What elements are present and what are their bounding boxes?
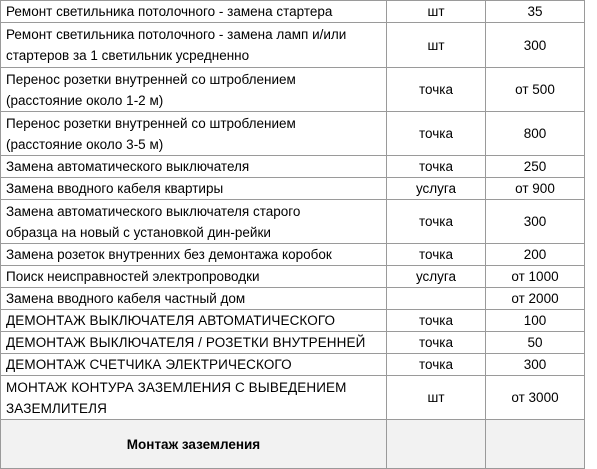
unit-cell: шт [387,376,486,420]
table-row [1,354,585,376]
table-row [1,310,585,332]
service-name-line: ЗАЗЕМЛИТЕЛЯ [6,400,107,416]
service-name [1,68,387,112]
price-cell: 300 [486,23,585,68]
table-row [1,1,585,23]
section-title: Монтаж заземления [1,420,387,469]
table-row [1,332,585,354]
service-name: Поиск неисправностей электропроводки [1,266,387,288]
price-cell: от 1000 [486,266,585,288]
unit-cell [387,288,486,310]
service-name [1,200,387,244]
service-name: Замена автоматического выключателя [1,156,387,178]
unit-cell [387,420,486,469]
price-cell [486,420,585,469]
service-name-line: Перенос розетки внутренней со штроблением [6,71,296,87]
table-row [1,156,585,178]
unit-cell: точка [387,244,486,266]
table-row [1,178,585,200]
service-name-line: (расстояние около 3-5 м) [6,136,164,152]
table-row [1,376,585,420]
table-row [1,244,585,266]
price-cell: от 900 [486,178,585,200]
price-cell: 800 [486,112,585,156]
service-name: ДЕМОНТАЖ СЧЕТЧИКА ЭЛЕКТРИЧЕСКОГО [1,354,387,376]
unit-cell: услуга [387,178,486,200]
price-cell: от 3000 [486,376,585,420]
price-cell: 250 [486,156,585,178]
price-cell: 35 [486,1,585,23]
unit-cell: шт [387,1,486,23]
unit-cell: точка [387,68,486,112]
service-name-line: Ремонт светильника потолочного - замена ламп и/или [6,27,347,42]
service-name-line: образца на новый с установкой дин-рейки [6,224,271,240]
service-name: Ремонт светильника потолочного - замена стартера [1,1,387,23]
table-row [1,112,585,156]
unit-cell: точка [387,200,486,244]
service-name [1,376,387,420]
price-cell: 100 [486,310,585,332]
section-header-row [1,420,585,469]
service-name: Замена вводного кабеля квартиры [1,178,387,200]
service-name [1,23,387,68]
service-name-line: Перенос розетки внутренней со штроблением [6,115,296,131]
service-name-line: стартеров за 1 светильник усредненно [6,48,250,63]
unit-cell: шт [387,23,486,68]
unit-cell: точка [387,354,486,376]
service-name [1,112,387,156]
service-name: Замена розеток внутренних без демонтажа коробок [1,244,387,266]
service-name-line: (расстояние около 1-2 м) [6,92,164,108]
unit-cell: точка [387,112,486,156]
price-cell: 50 [486,332,585,354]
price-cell: 200 [486,244,585,266]
table-row [1,200,585,244]
service-name-line: МОНТАЖ КОНТУРА ЗАЗЕМЛЕНИЯ С ВЫВЕДЕНИЕМ [6,379,347,395]
price-cell: от 500 [486,68,585,112]
price-cell: 300 [486,354,585,376]
unit-cell: точка [387,310,486,332]
service-name: Замена вводного кабеля частный дом [1,288,387,310]
table-row [1,68,585,112]
service-name: ДЕМОНТАЖ ВЫКЛЮЧАТЕЛЯ АВТОМАТИЧЕСКОГО [1,310,387,332]
price-cell: от 2000 [486,288,585,310]
table-row [1,288,585,310]
table-row [1,266,585,288]
service-name: ДЕМОНТАЖ ВЫКЛЮЧАТЕЛЯ / РОЗЕТКИ ВНУТРЕННЕЙ [1,332,387,354]
unit-cell: услуга [387,266,486,288]
unit-cell: точка [387,156,486,178]
price-cell: 300 [486,200,585,244]
unit-cell: точка [387,332,486,354]
service-name-line: Замена автоматического выключателя старого [6,203,301,219]
table-row [1,23,585,68]
